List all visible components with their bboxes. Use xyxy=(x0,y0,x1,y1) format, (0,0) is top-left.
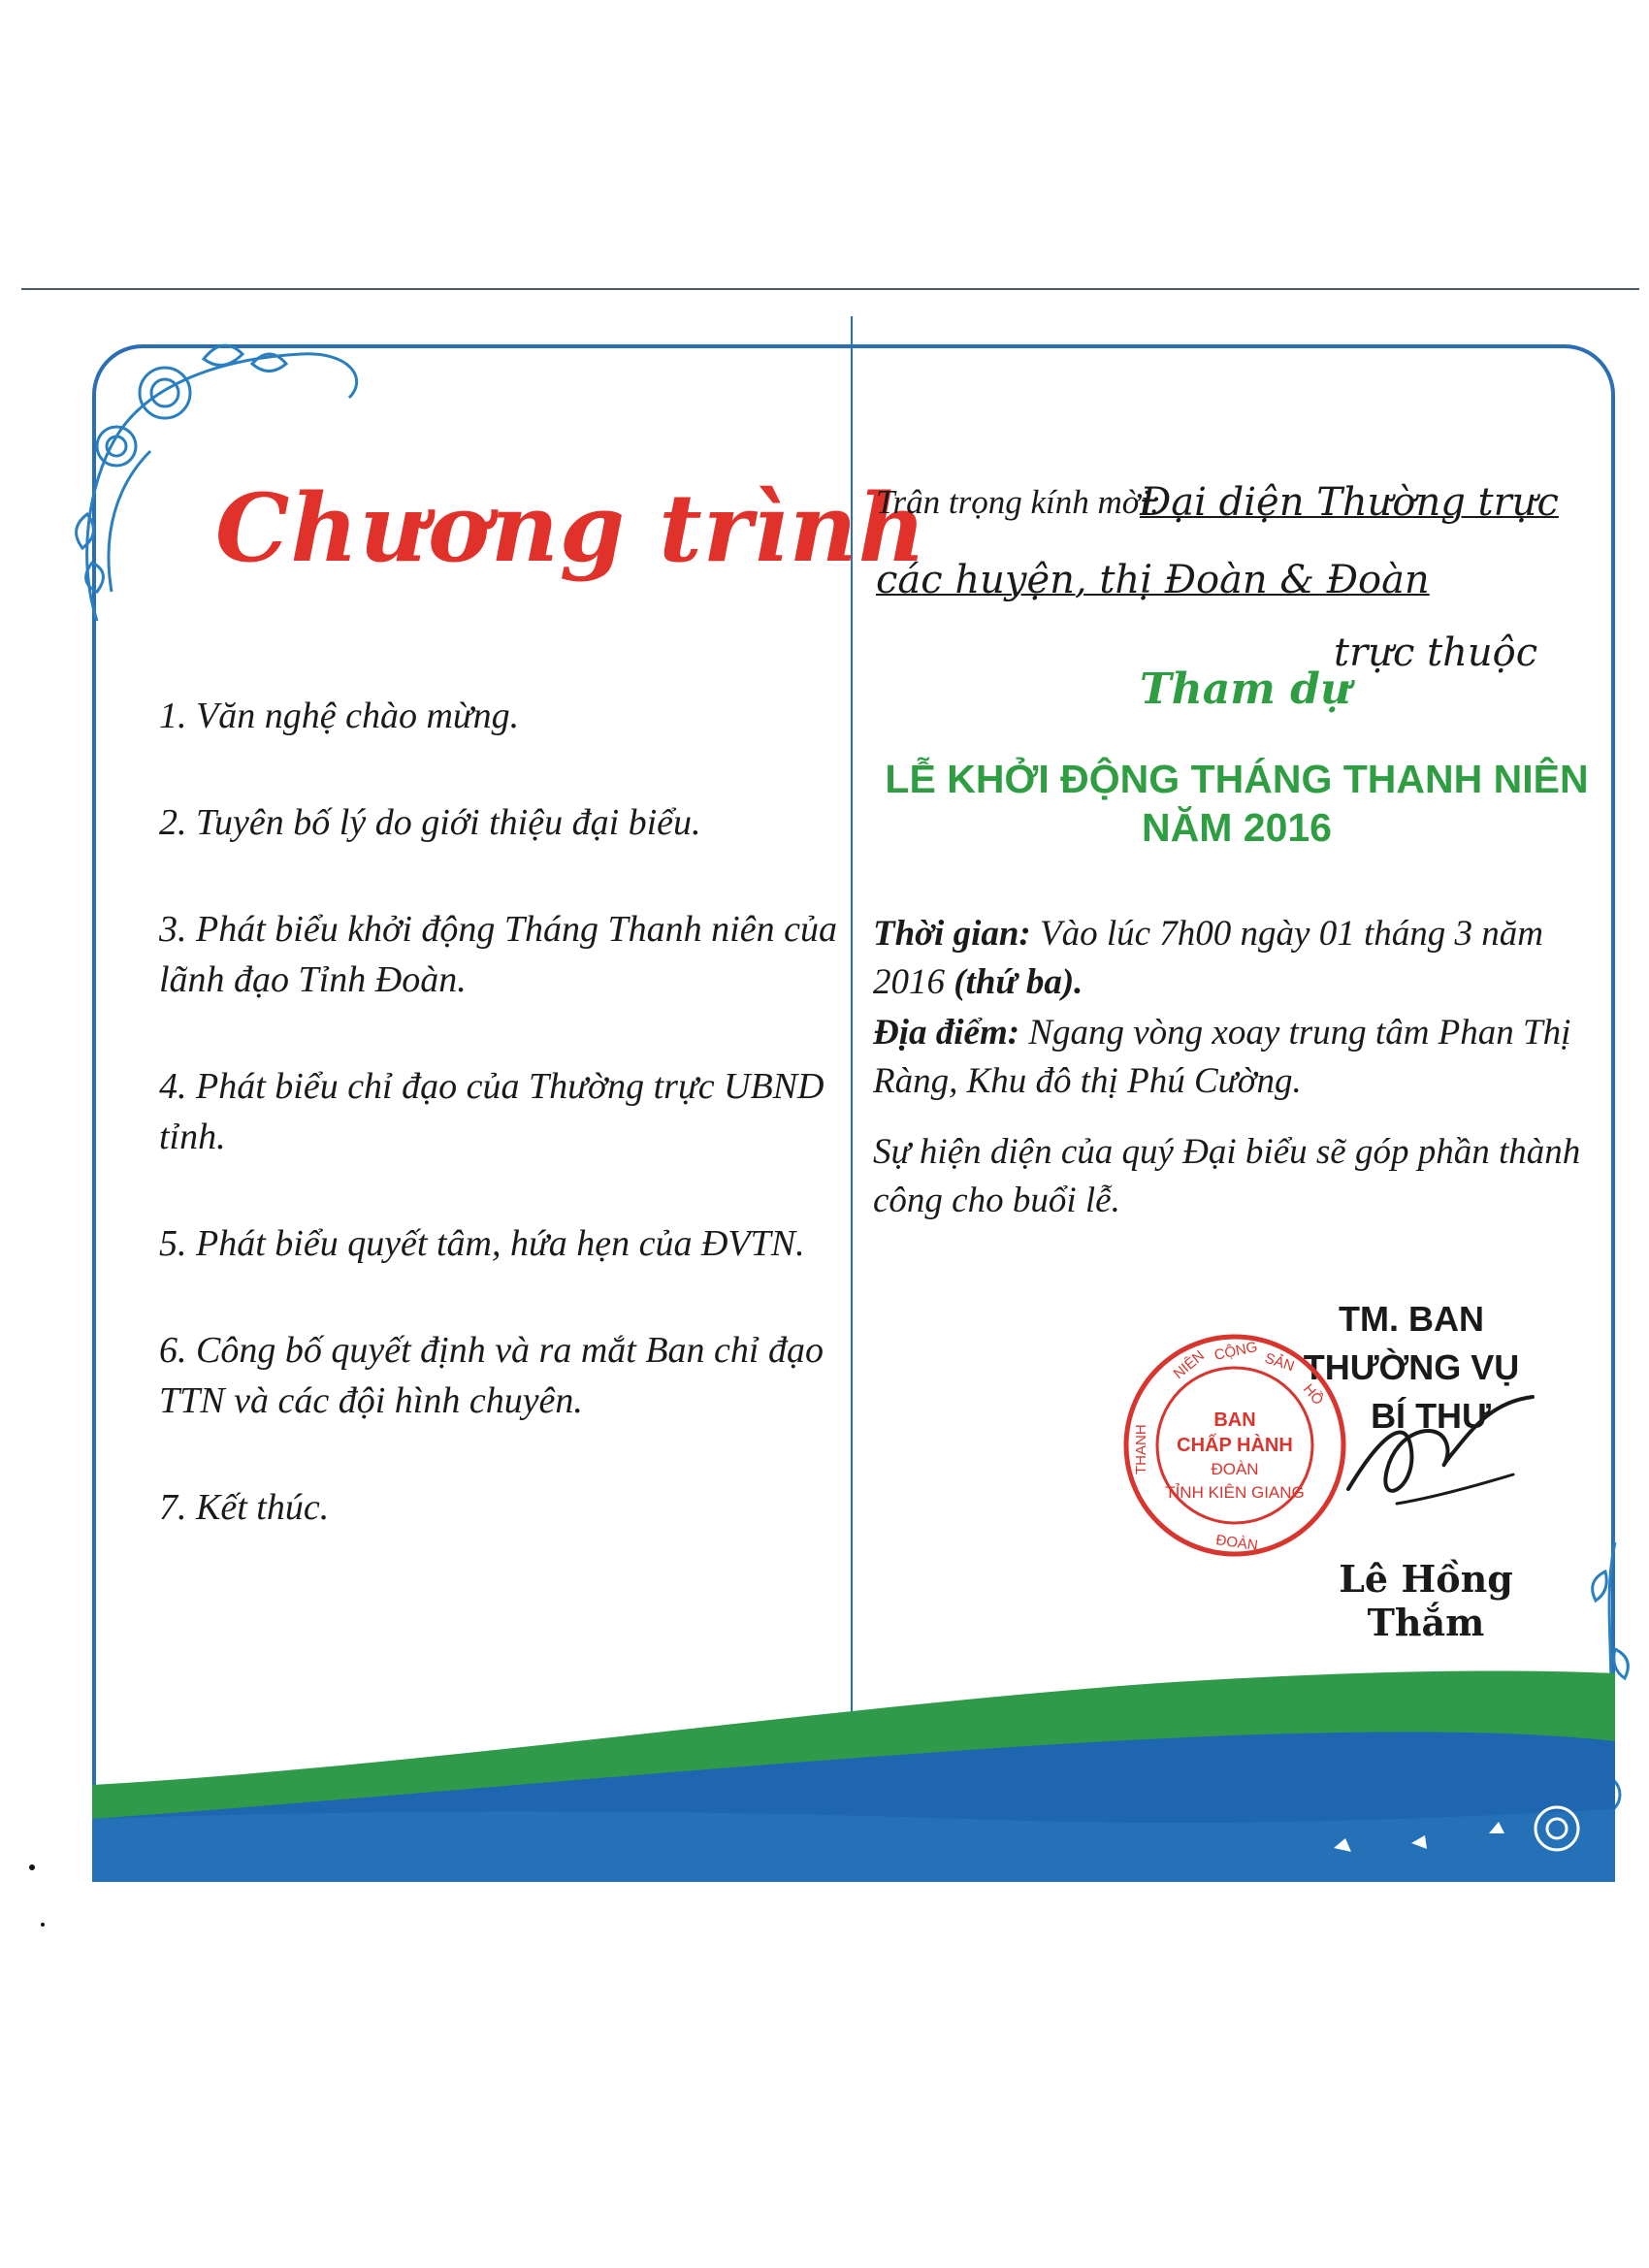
place-value: Ngang vòng xoay trung tâm Phan Thị Ràng, Khu đô thị Phú Cường. xyxy=(873,1013,1571,1101)
event-title-line-1: LỄ KHỞI ĐỘNG THÁNG THANH NIÊN xyxy=(885,757,1589,801)
event-title xyxy=(858,755,1615,852)
svg-text:ĐOÀN: ĐOÀN xyxy=(1214,1532,1259,1554)
svg-text:CỘNG: CỘNG xyxy=(1212,1338,1259,1364)
program-list xyxy=(159,691,838,1533)
event-location xyxy=(873,1009,1612,1106)
attend-heading: Tham dự xyxy=(1140,664,1351,714)
list-item: 7. Kết thúc. xyxy=(159,1487,330,1528)
signer-name: Lê Hồng Thắm xyxy=(1339,1557,1513,1644)
event-title-line-2: NĂM 2016 xyxy=(1142,805,1332,850)
handwritten-signature xyxy=(1339,1382,1542,1518)
closing-note: Sự hiện diện của quý Đại biểu sẽ góp phần thành công cho buổi lễ. xyxy=(873,1132,1581,1220)
scan-speck xyxy=(41,1923,45,1927)
invitation-label: Trân trọng kính mời: xyxy=(876,483,1161,521)
place-label: Địa điểm: xyxy=(873,1013,1020,1053)
svg-text:CHẤP HÀNH: CHẤP HÀNH xyxy=(1177,1435,1293,1456)
time-day: (thứ ba). xyxy=(954,962,1083,1002)
event-time xyxy=(873,910,1612,1007)
official-red-seal-stamp xyxy=(1118,1329,1351,1562)
scan-speck xyxy=(29,1864,35,1870)
invitee-handwritten-line-1: Đại diện Thường trực xyxy=(1140,480,1559,525)
time-value: Vào lúc 7h00 ngày 01 tháng 3 năm 2016 xyxy=(873,914,1543,1002)
invitee-handwritten-line-2: các huyện, thị Đoàn & Đoàn xyxy=(876,558,1430,602)
invitee-handwritten-line-3: trực thuộc xyxy=(1334,631,1538,675)
svg-text:ĐOÀN: ĐOÀN xyxy=(1211,1460,1259,1478)
signatory-org: TM. BAN THƯỜNG VỤ xyxy=(1303,1299,1520,1387)
svg-text:NIÊN: NIÊN xyxy=(1170,1347,1209,1383)
time-label: Thời gian: xyxy=(873,914,1031,954)
list-item: 2. Tuyên bố lý do giới thiệu đại biểu. xyxy=(159,802,701,843)
program-title: Chương trình xyxy=(215,473,927,583)
signatory-role: BÍ THƯ xyxy=(1371,1396,1491,1436)
svg-text:BAN: BAN xyxy=(1213,1409,1256,1431)
list-item: 4. Phát biểu chỉ đạo của Thường trực UBND tỉnh. xyxy=(159,1066,824,1157)
top-rule xyxy=(21,288,1639,290)
svg-text:THANH: THANH xyxy=(1133,1424,1149,1474)
list-item: 5. Phát biểu quyết tâm, hứa hẹn của ĐVTN. xyxy=(159,1223,805,1264)
green-blue-wave-footer xyxy=(92,1649,1615,1882)
svg-text:TỈNH KIÊN GIANG: TỈNH KIÊN GIANG xyxy=(1165,1483,1305,1502)
list-item: 1. Văn nghệ chào mừng. xyxy=(159,696,520,736)
svg-text:SẢN: SẢN xyxy=(1262,1349,1297,1376)
list-item: 6. Công bố quyết định và ra mắt Ban chỉ đạo TTN và các đội hình chuyên. xyxy=(159,1330,824,1421)
svg-text:HỒ: HỒ xyxy=(1299,1380,1327,1409)
list-item: 3. Phát biểu khởi động Tháng Thanh niên của lãnh đạo Tỉnh Đoàn. xyxy=(159,909,837,1000)
